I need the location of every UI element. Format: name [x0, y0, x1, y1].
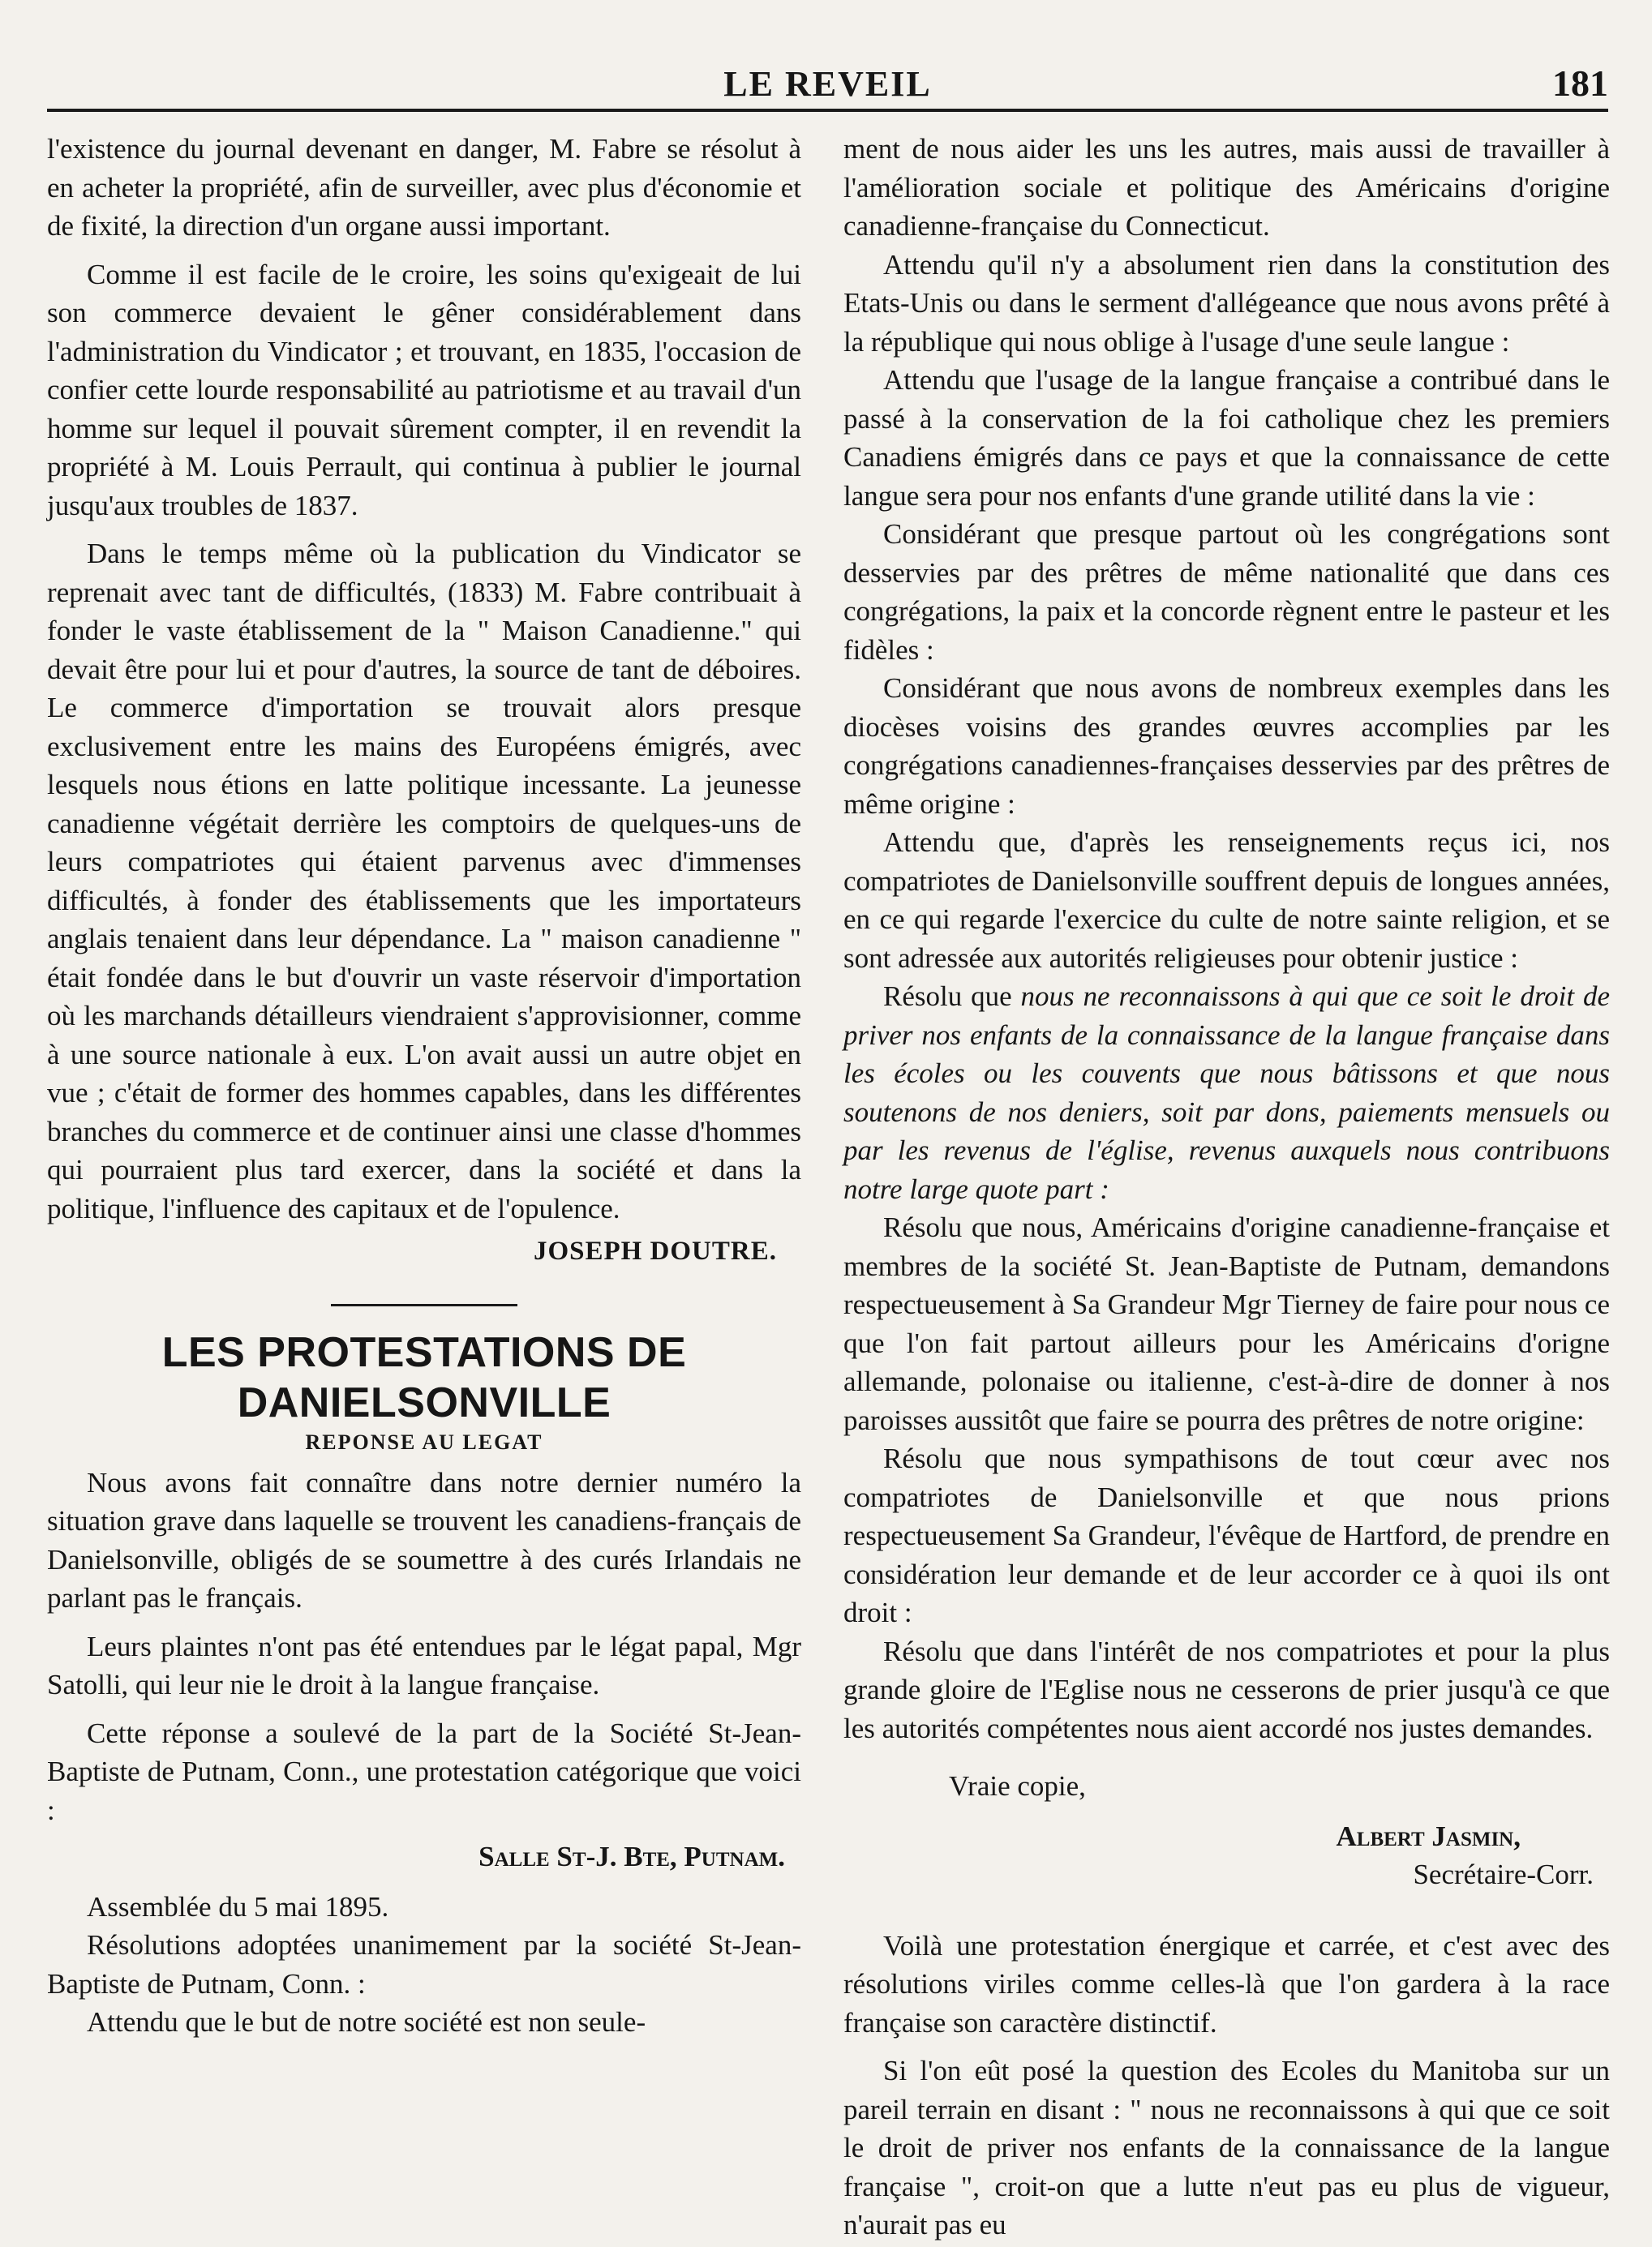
- signer-name: Albert Jasmin,: [1336, 1820, 1521, 1852]
- paragraph: ment de nous aider les uns les autres, mais aussi de travailler à l'amélioration sociale et politique des Américains d'origine canadienne-française du Connecticut.: [843, 133, 1610, 242]
- resolution-italic-text: nous ne reconnaissons à qui que ce soit le droit de priver nos enfants de la connaissance de la langue française dans les écoles ou les couvents que nous bâtissons et que nous soutenons de nos deniers, soit par dons, paiements mensuels ou par les revenus de l'église, revenus auxquels nous contribuons notre large quote part :: [843, 980, 1611, 1205]
- paragraph: Cette réponse a soulevé de la part de la Société St-Jean-Baptiste de Putnam, Conn., une protestation catégorique que voici :: [47, 1717, 801, 1826]
- article-subtitle: REPONSE AU LEGAT: [305, 1430, 543, 1454]
- true-copy-line: Vraie copie,: [949, 1770, 1086, 1802]
- signer-title: Secrétaire-Corr.: [1413, 1859, 1594, 1890]
- paragraph: Comme il est facile de le croire, les soins qu'exigeait de lui son commerce devaient le gêner considérablement dans l'administration du Vindicator ; et trouvant, en 1835, l'occasion de confier cette lourde responsabilité au patriotisme et au travail d'un homme sur lequel il pouvait sûrement compter, il en revendit la propriété à M. Louis Perrault, qui continua à publier le journal jusqu'aux troubles de 1837.: [47, 258, 801, 521]
- paragraph: Dans le temps même où la publication du Vindicator se reprenait avec tant de difficultés, (1833) M. Fabre contribuait à fonder le vaste établissement de la " Maison Canadienne." qui devait être pour lui et pour d'autres, la source de tant de déboires. Le commerce d'importation se trouvait alors presque exclusivement entre les mains des Européens émigrés, avec lesquels nous étions en latte politique incessante. La jeunesse canadienne végétait derrière les comptoirs de quelques-uns de leurs compatriotes qui étaient parvenus avec d'immenses difficultés, à fonder des établissements que les importateurs anglais tenaient dans leur dépendance. La " maison canadienne " était fondée dans le but d'ouvrir un vaste réservoir d'importation où les marchands détailleurs viendraient s'approvisionner, comme à une source nationale à eux. L'on avait aussi un autre objet en vue ; c'était de former des hommes capables, dans les différentes branches du commerce et de continuer ainsi une classe d'hommes qui pourraient plus tard exercer, dans la société et dans la politique, l'influence des capitaux et de l'opulence.: [47, 538, 801, 1224]
- resolution-clause: Attendu qu'il n'y a absolument rien dans la constitution des Etats-Unis ou dans le serment d'allégeance que nous avons prêté à la république qui nous oblige à l'usage d'une seule langue :: [843, 248, 1610, 358]
- meeting-venue: Salle St-J. Bte, Putnam.: [478, 1841, 785, 1872]
- paragraph: Attendu que le but de notre société est non seule-: [87, 2006, 646, 2038]
- resolution-clause: Considérant que nous avons de nombreux exemples dans les diocèses voisins des grandes œuvres accomplies par les congrégations canadiennes-françaises desservies par des prêtres de même origine :: [843, 672, 1610, 820]
- resolution-clause: Résolu que dans l'intérêt de nos compatriotes et pour la plus grande gloire de l'Eglise nous ne cesserons de prier jusqu'à ce que les autorités compétentes nous aient accordé nos justes demandes.: [843, 1635, 1610, 1744]
- page-number: 181: [1552, 62, 1608, 104]
- resolution-clause: Résolu que nous, Américains d'origine canadienne-française et membres de la société St. Jean-Baptiste de Putnam, demandons respectueusement à Sa Grandeur Mgr Tierney de faire pour nous ce que l'on fait partout ailleurs pour les Américains d'origne allemande, polonaise ou italienne, c'est-à-dire de donner à nos paroisses aussitôt que faire se pourra des prêtres de notre origine:: [843, 1211, 1610, 1436]
- paragraph: Nous avons fait connaître dans notre dernier numéro la situation grave dans laquelle se trouvent les canadiens-français de Danielsonville, obligés de se soumettre à des curés Irlandais ne parlant pas le français.: [47, 1466, 801, 1614]
- section-divider: [331, 1304, 517, 1306]
- resolution-clause: Attendu que, d'après les renseignements reçus ici, nos compatriotes de Danielsonville souffrent depuis de longues années, en ce qui regarde l'exercice du culte de notre sainte religion, et se sont adressée aux autorités religieuses pour obtenir justice :: [843, 826, 1610, 974]
- paragraph: Leurs plaintes n'ont pas été entendues par le légat papal, Mgr Satolli, qui leur nie le droit à la langue française.: [47, 1630, 801, 1700]
- paragraph: Voilà une protestation énergique et carrée, et c'est avec des résolutions viriles comme celles-là que l'on gardera à la race française son caractère distinctif.: [843, 1929, 1610, 2039]
- resolution-clause: Résolu que nous sympathisons de tout cœur avec nos compatriotes de Danielsonville et que nous prions respectueusement Sa Grandeur, l'évêque de Hartford, de prendre en considération leur demande et de leur accorder ce à quoi ils ont droit :: [843, 1443, 1610, 1628]
- meeting-date: Assemblée du 5 mai 1895.: [87, 1890, 389, 1923]
- paragraph: Résolutions adoptées unanimement par la société St-Jean-Baptiste de Putnam, Conn. :: [47, 1929, 801, 2000]
- page-header: [47, 57, 1608, 109]
- running-title: LE REVEIL: [723, 64, 932, 104]
- resolution-clause: [843, 977, 1610, 1208]
- paragraph: l'existence du journal devenant en danger, M. Fabre se résolut à en acheter la propriété, afin de surveiller, avec plus d'économie et de fixité, la direction d'un organe aussi important.: [47, 133, 801, 242]
- resolution-clause: Attendu que l'usage de la langue française a contribué dans le passé à la conservation de la foi catholique chez les premiers Canadiens émigrés dans ce pays et que la connaissance de cette langue sera pour nos enfants d'une grande utilité dans la vie :: [843, 364, 1610, 512]
- resolution-lead: Résolu que: [883, 980, 1021, 1012]
- article-title: LES PROTESTATIONS DE DANIELSONVILLE: [161, 1328, 687, 1426]
- right-column: [843, 130, 1610, 2245]
- paragraph: Si l'on eût posé la question des Ecoles du Manitoba sur un pareil terrain en disant : " nous ne reconnaissons à qui que ce soit le droit de priver nos enfants de la connaissance de la langue française ", croit-on que a lutte n'eut pas eu plus de vigueur, n'aurait pas eu: [843, 2055, 1610, 2241]
- resolution-clause: Considérant que presque partout où les congrégations sont desservies par des prêtres de même nationalité que dans ces congrégations, la paix et la concorde règnent entre le pasteur et les fidèles :: [843, 518, 1610, 666]
- left-column: [47, 130, 801, 2042]
- header-rule: [47, 109, 1608, 112]
- author-signature: JOSEPH DOUTRE.: [533, 1237, 777, 1266]
